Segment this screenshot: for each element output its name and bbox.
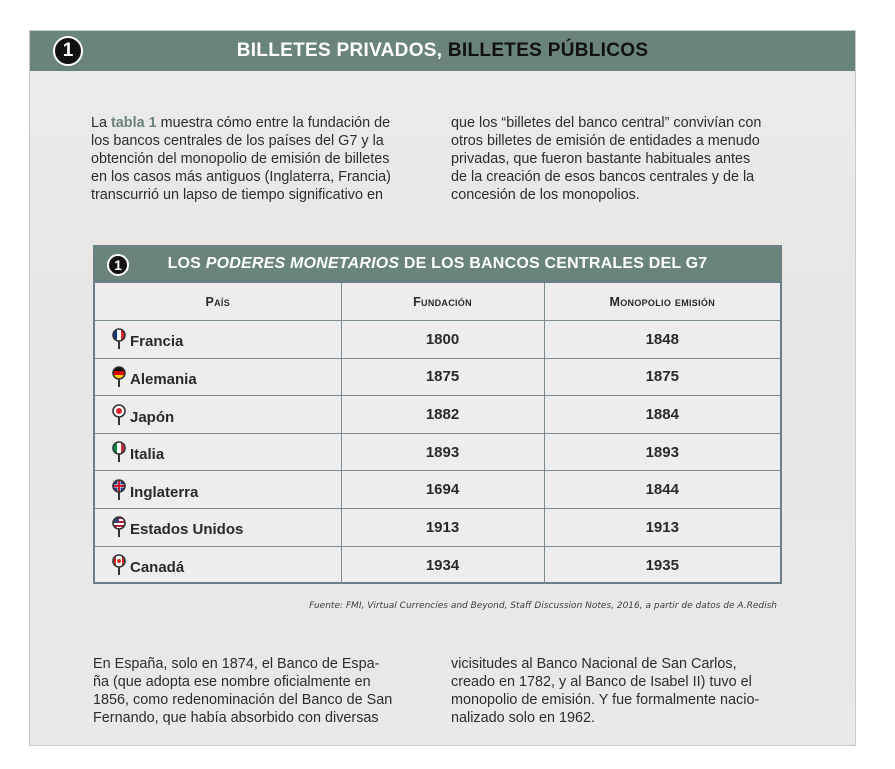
intro-lead: La (91, 115, 112, 131)
country-cell (95, 433, 341, 471)
intro-right-line-3: de la creación de esos bancos centrales y de la (451, 169, 755, 185)
germany-flag-pin-icon (111, 366, 127, 388)
table-row (95, 546, 780, 584)
section-header (30, 31, 855, 71)
table-number-badge: 1 (107, 254, 129, 276)
canada-flag-pin-icon (111, 554, 127, 576)
table-row (95, 396, 780, 434)
founded-year-cell: 1694 (341, 471, 544, 509)
source-note: Fuente: FMI, Virtual Currencies and Beyond, Staff Discussion Notes, 2016, a partir de datos de A.Redish (309, 601, 777, 611)
japan-flag-pin-icon (111, 404, 127, 426)
outro-right-line-0: vicisitudes al Banco Nacional de San Carlos, (451, 656, 737, 672)
column-header-monopoly: Monopolio emisión (544, 283, 780, 321)
intro-left-line-1: los bancos centrales de los países del G7 y la (91, 133, 384, 149)
outro-left-line-1: ña (que adopta ese nombre oficialmente en (93, 674, 371, 690)
country-cell (95, 321, 341, 359)
outro-right-paragraph (451, 655, 801, 727)
table-row (95, 321, 780, 359)
table-row (95, 358, 780, 396)
country-name: Alemania (130, 370, 197, 388)
founded-year-cell: 1800 (341, 321, 544, 359)
country-name: Japón (130, 408, 175, 426)
intro-left-line-3: en los casos más antiguos (Inglaterra, Francia) (91, 169, 391, 185)
founded-year-cell: 1913 (341, 509, 544, 547)
article-panel (29, 30, 856, 746)
title-dark: BILLETES PÚBLICOS (447, 40, 649, 61)
monopoly-year-cell: 1848 (544, 321, 780, 359)
table-column-headers (95, 283, 780, 321)
table-reference-link[interactable]: tabla 1 (111, 115, 157, 131)
country-cell (95, 396, 341, 434)
section-title (237, 40, 649, 62)
country-cell (95, 358, 341, 396)
monopoly-year-cell: 1875 (544, 358, 780, 396)
monopoly-year-cell: 1844 (544, 471, 780, 509)
country-name: Canadá (130, 559, 185, 577)
intro-right-line-0: que los “billetes del banco central” convivían con (451, 115, 762, 131)
monopoly-year-cell: 1935 (544, 546, 780, 584)
outro-right-line-1: creado en 1782, y al Banco de Isabel II) tuvo el (451, 674, 752, 690)
section-number-badge: 1 (53, 36, 83, 66)
outro-left-line-3: Fernando, que había absorbido con diversas (93, 710, 379, 726)
table-header (95, 247, 780, 283)
table-body (95, 321, 780, 584)
table-title (168, 255, 708, 273)
founded-year-cell: 1882 (341, 396, 544, 434)
italy-flag-pin-icon (111, 441, 127, 463)
outro-left-paragraph (93, 655, 438, 727)
uk-flag-pin-icon (111, 479, 127, 501)
table-row (95, 509, 780, 547)
table-row (95, 433, 780, 471)
country-name: Italia (130, 446, 165, 464)
intro-left-line-0 (91, 114, 431, 132)
outro-left-line-2: 1856, como redenominación del Banco de San (93, 692, 393, 708)
monopoly-year-cell: 1884 (544, 396, 780, 434)
table-title-part-b: DE LOS BANCOS CENTRALES DEL G7 (399, 255, 708, 272)
country-name: Inglaterra (130, 483, 199, 501)
intro-right-line-2: privadas, que fueron bastante habituales antes (451, 151, 751, 167)
monopoly-year-cell: 1913 (544, 509, 780, 547)
central-banks-table (93, 245, 782, 584)
country-name: Estados Unidos (130, 521, 244, 539)
outro-left-line-0: En España, solo en 1874, el Banco de Espa- (93, 656, 380, 672)
country-cell (95, 471, 341, 509)
founded-year-cell: 1934 (341, 546, 544, 584)
table-title-part-a: LOS (167, 255, 206, 272)
table-title-italic: PODERES MONETARIOS (205, 255, 400, 272)
column-header-country: País (95, 283, 341, 321)
data-table (95, 283, 780, 584)
intro-left-line-4: transcurrió un lapso de tiempo significativo en (91, 187, 383, 203)
column-header-founded: Fundación (341, 283, 544, 321)
outro-right-line-3: nalizado solo en 1962. (451, 710, 596, 726)
intro-right-line-1: otros billetes de emisión de entidades a menudo (451, 133, 760, 149)
intro-right-line-4: concesión de los monopolios. (451, 187, 640, 203)
intro-right-paragraph (451, 114, 801, 204)
title-light: BILLETES PRIVADOS, (236, 40, 448, 61)
founded-year-cell: 1893 (341, 433, 544, 471)
intro-left-line-2: obtención del monopolio de emisión de billetes (91, 151, 390, 167)
france-flag-pin-icon (111, 328, 127, 350)
table-row (95, 471, 780, 509)
usa-flag-pin-icon (111, 516, 127, 538)
intro-left-paragraph (91, 114, 431, 204)
founded-year-cell: 1875 (341, 358, 544, 396)
country-cell (95, 546, 341, 584)
intro-left-line-0-text: muestra cómo entre la fundación de (156, 115, 391, 131)
monopoly-year-cell: 1893 (544, 433, 780, 471)
outro-right-line-2: monopolio de emisión. Y fue formalmente nacio- (451, 692, 760, 708)
country-name: Francia (130, 333, 184, 351)
country-cell (95, 509, 341, 547)
